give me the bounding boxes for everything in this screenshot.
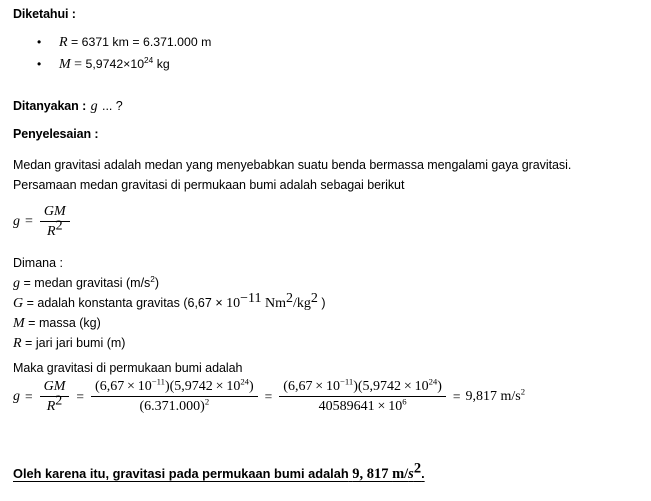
calc-equals-2: =	[76, 388, 85, 404]
asked-suffix: ... ?	[102, 99, 123, 113]
step3-den-exp: 6	[402, 396, 407, 407]
step3-den-value: 40589641	[318, 399, 375, 415]
mass-base: 10	[130, 57, 145, 71]
calculation-expression	[13, 378, 525, 415]
formula-lhs-g: g	[13, 213, 20, 229]
conclusion-line	[13, 460, 425, 483]
def-G-unit-1-exponent: 2	[285, 290, 293, 306]
fraction-step-3	[279, 378, 446, 415]
step2-den-value: 6.371.000	[144, 399, 201, 415]
step3-num-mantissa-2: 5,9742	[362, 379, 402, 394]
mass-exponent: 24	[144, 55, 154, 65]
def-symbol-g: g	[13, 276, 20, 291]
fraction-gm-over-r2	[40, 378, 70, 415]
step3-num-base-1: 10	[325, 379, 340, 394]
relation-equals: =	[70, 35, 79, 49]
given-list	[13, 31, 211, 75]
result-unit: m/s	[500, 388, 521, 404]
fraction-step-2	[91, 378, 258, 415]
step2-num-exp-1: −11	[151, 376, 165, 387]
calc-equals-1: =	[25, 388, 33, 404]
fraction-bar	[279, 396, 446, 397]
step3-denominator	[315, 398, 411, 415]
def-description-G: adalah konstanta gravitas (6,67	[37, 296, 212, 310]
def-equals: =	[23, 276, 31, 290]
times-icon: ×	[377, 399, 386, 415]
asked-label: Ditanyakan :	[13, 99, 87, 113]
list-item	[13, 31, 211, 53]
fraction-gm-over-r2	[40, 203, 70, 240]
conclusion-value: 9, 817	[352, 466, 389, 482]
fraction-numerator: GM	[43, 379, 66, 394]
step2-num-exp-2: 24	[240, 376, 249, 387]
def-G-unit-1: Nm	[264, 296, 286, 311]
calc-equals-3: =	[264, 388, 273, 404]
solution-paragraph	[13, 155, 643, 195]
step2-numerator: $(6,67 \times 10^{-11})(5,9742 \times 10^{24})$	[95, 376, 254, 394]
step2-denominator: $(6.371.000)^2$	[139, 396, 210, 415]
asked-line	[13, 97, 123, 115]
list-item	[13, 53, 211, 75]
calc-equals-4: =	[452, 388, 461, 404]
mass-mantissa: 5,9742	[85, 57, 124, 71]
step3-num-base-2: 10	[414, 379, 429, 394]
step2-num-base-1: 10	[137, 379, 152, 394]
calc-result	[465, 385, 526, 405]
denominator-base-R: R	[46, 399, 56, 415]
definition-M	[13, 313, 326, 333]
result-unit-exponent: 2	[520, 385, 526, 396]
definition-g	[13, 273, 326, 293]
fraction-bar	[91, 396, 258, 397]
symbol-R: R	[59, 35, 68, 50]
step2-num-mantissa-2: 5,9742	[174, 379, 213, 394]
denominator-base-R: R	[47, 224, 56, 240]
definition-R	[13, 333, 326, 353]
times-icon: ×	[215, 296, 223, 310]
times-icon: ×	[123, 57, 131, 71]
definitions-heading: Dimana :	[13, 256, 64, 270]
relation-equals: =	[74, 57, 83, 72]
formula-expression	[13, 203, 72, 240]
def-equals: =	[25, 336, 33, 350]
paragraph-line-1: Medan gravitasi adalah medan yang menyebabkan suatu benda bermassa mengalami gaya gravitasi.	[13, 158, 572, 172]
definition-G	[13, 290, 326, 313]
relation-equals-2: =	[132, 35, 140, 49]
fraction-numerator: GM	[43, 204, 66, 219]
def-g-tail: )	[154, 276, 160, 290]
conclusion-text: Oleh karena itu, gravitasi pada permukaan bumi adalah	[13, 466, 349, 481]
def-g-unit-exponent: 2	[150, 274, 155, 284]
step2-num-base-2: 10	[226, 379, 241, 394]
def-description-R: jari jari bumi (m)	[35, 336, 126, 350]
denominator-exponent: 2	[55, 393, 63, 409]
symbol-M: M	[59, 57, 71, 72]
def-G-unit-divider: /kg	[292, 296, 311, 311]
conclusion-unit-exponent: 2	[413, 460, 422, 477]
def-equals: =	[26, 296, 34, 310]
value-radius-km: 6371 km	[81, 35, 129, 49]
conclusion-unit-2: s	[408, 466, 414, 482]
given-heading: Diketahui :	[13, 7, 76, 21]
solution-heading: Penyelesaian :	[13, 127, 99, 141]
conclusion-period: .	[421, 466, 425, 481]
step2-num-mantissa-1: 6,67	[99, 379, 125, 394]
step3-den-base: 10	[388, 399, 403, 415]
mass-unit: kg	[156, 57, 170, 71]
conclusion-unit-1: m/	[392, 466, 409, 482]
step2-den-exp: 2	[204, 396, 210, 407]
def-G-exponent: −11	[240, 290, 262, 306]
def-symbol-G: G	[13, 296, 24, 311]
denominator-exponent: 2	[55, 218, 63, 234]
value-radius-m: 6.371.000 m	[142, 35, 212, 49]
def-description-M: massa (kg)	[38, 316, 101, 330]
calculation-intro: Maka gravitasi di permukaan bumi adalah	[13, 361, 243, 375]
def-symbol-R: R	[13, 336, 22, 351]
result-value: 9,817	[465, 388, 498, 404]
def-G-tail: )	[321, 296, 326, 310]
fraction-denominator	[43, 218, 67, 240]
main-formula	[13, 203, 72, 240]
def-symbol-M: M	[13, 316, 25, 331]
def-equals: =	[28, 316, 36, 330]
calc-lhs-g: g	[13, 388, 20, 404]
calculation-formula	[13, 378, 525, 415]
asked-symbol-g: g	[90, 99, 98, 114]
definitions-block	[13, 253, 326, 353]
step3-num-exp-1: −11	[339, 376, 354, 387]
step3-num-exp-2: 24	[428, 376, 438, 387]
def-G-base: 10	[226, 296, 241, 311]
step3-numerator: $(6,67 \times 10^{-11})(5,9742 \times 10^{24})$	[283, 376, 442, 394]
fraction-denominator	[43, 393, 67, 415]
def-description-g: medan gravitasi (m/s	[34, 276, 151, 290]
def-G-unit-2-exponent: 2	[310, 290, 318, 306]
step3-num-mantissa-1: 6,67	[287, 379, 313, 394]
formula-equals: =	[25, 213, 33, 229]
paragraph-line-2: Persamaan medan gravitasi di permukaan bumi adalah sebagai berikut	[13, 178, 405, 192]
